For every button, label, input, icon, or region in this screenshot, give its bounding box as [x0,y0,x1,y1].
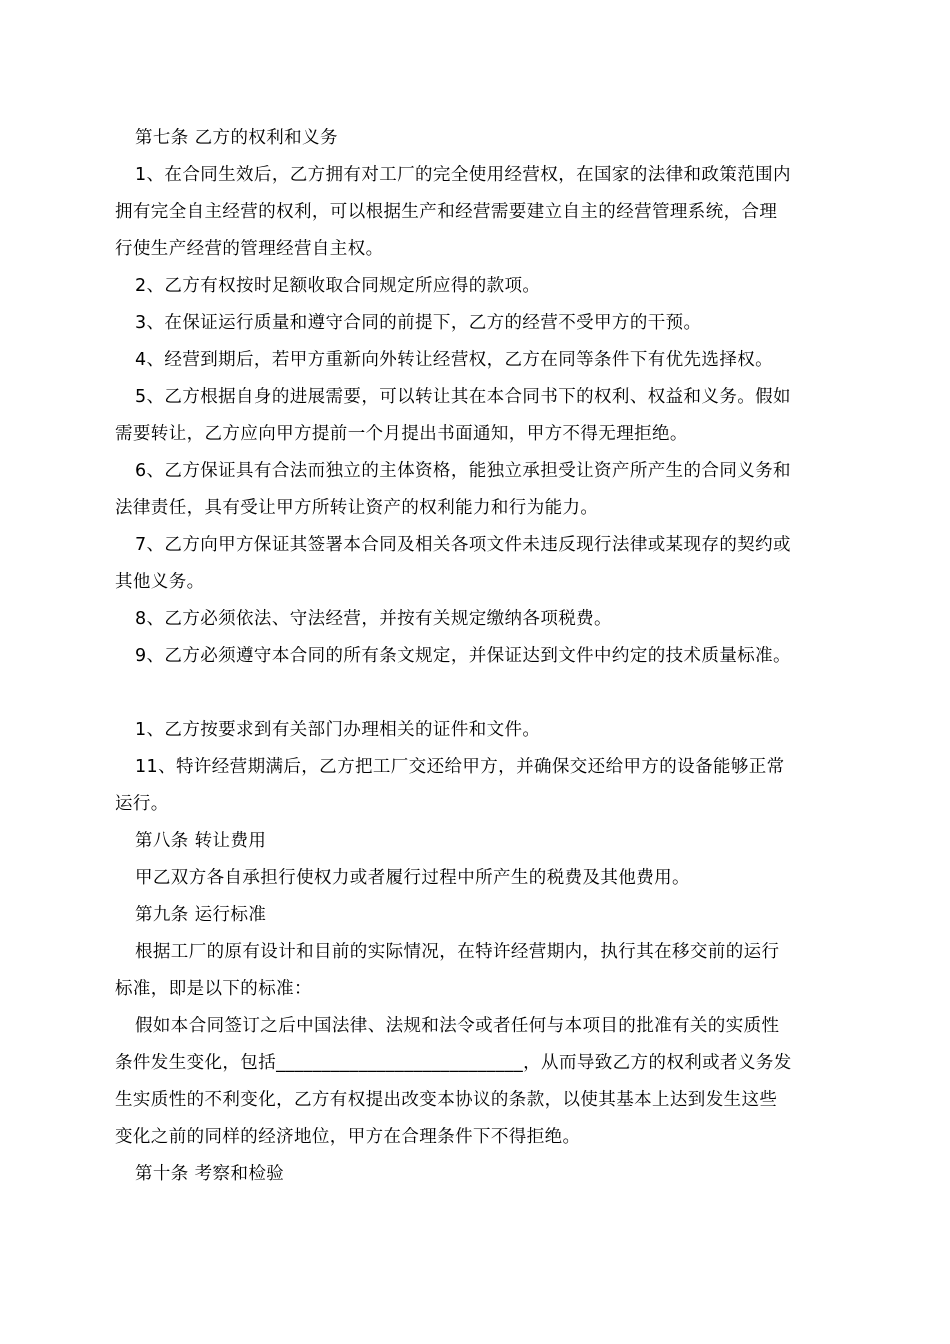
section-heading-8: 第八条 转让费用 [135,831,267,851]
clause-1-line-1: 1、在合同生效后，乙方拥有对工厂的完全使用经营权，在国家的法律和政策范围内 [135,165,791,185]
clause-9: 9、乙方必须遵守本合同的所有条文规定，并保证达到文件中约定的技术质量标准。 [135,646,791,666]
section-9-para-2-line-4: 变化之前的同样的经济地位，甲方在合理条件下不得拒绝。 [115,1127,581,1147]
clause-6-line-1: 6、乙方保证具有合法而独立的主体资格，能独立承担受让资产所产生的合同义务和 [135,461,791,481]
clause-4: 4、经营到期后，若甲方重新向外转让经营权，乙方在同等条件下有优先选择权。 [135,350,774,370]
section-9-para-1-line-1: 根据工厂的原有设计和目前的实际情况，在特许经营期内，执行其在移交前的运行 [135,942,780,962]
section-9-para-1-line-2: 标准，即是以下的标准： [115,979,312,999]
clause-10: 1、乙方按要求到有关部门办理相关的证件和文件。 [135,720,541,740]
clause-3: 3、在保证运行质量和遵守合同的前提下，乙方的经营不受甲方的干预。 [135,313,702,333]
clause-7-line-2: 其他义务。 [115,572,205,592]
document-body [115,120,835,1193]
clause-7-line-1: 7、乙方向甲方保证其签署本合同及相关各项文件未违反现行法律或某现存的契约或 [135,535,791,555]
clause-1-line-3: 行使生产经营的管理经营自主权。 [115,239,384,259]
blank-line [115,675,835,712]
clause-8: 8、乙方必须依法、守法经营，并按有关规定缴纳各项税费。 [135,609,612,629]
clause-5-line-1: 5、乙方根据自身的进展需要，可以转让其在本合同书下的权利、权益和义务。假如 [135,387,791,407]
section-9-para-2-line-3: 生实质性的不利变化，乙方有权提出改变本协议的条款，以使其基本上达到发生这些 [115,1090,778,1110]
clause-5-line-2: 需要转让，乙方应向甲方提前一个月提出书面通知，甲方不得无理拒绝。 [115,424,688,444]
section-8-body: 甲乙双方各自承担行使权力或者履行过程中所产生的税费及其他费用。 [135,868,690,888]
clause-11-line-1: 11、特许经营期满后，乙方把工厂交还给甲方，并确保交还给甲方的设备能够正常 [135,757,785,777]
clause-1-line-2: 拥有完全自主经营的权利，可以根据生产和经营需要建立自主的经营管理系统，合理 [115,202,778,222]
clause-2: 2、乙方有权按时足额收取合同规定所应得的款项。 [135,276,541,296]
section-heading-10: 第十条 考察和检验 [135,1164,285,1184]
section-9-para-2-line-2: 条件发生变化，包括___________________________，从而导致乙方的权利或者义务发 [115,1053,792,1073]
section-heading-9: 第九条 运行标准 [135,905,267,925]
clause-11-line-2: 运行。 [115,794,169,814]
section-heading-7: 第七条 乙方的权利和义务 [135,128,338,148]
section-9-para-2-line-1: 假如本合同签订之后中国法律、法规和法令或者任何与本项目的批准有关的实质性 [135,1016,780,1036]
clause-6-line-2: 法律责任，具有受让甲方所转让资产的权利能力和行为能力。 [115,498,599,518]
